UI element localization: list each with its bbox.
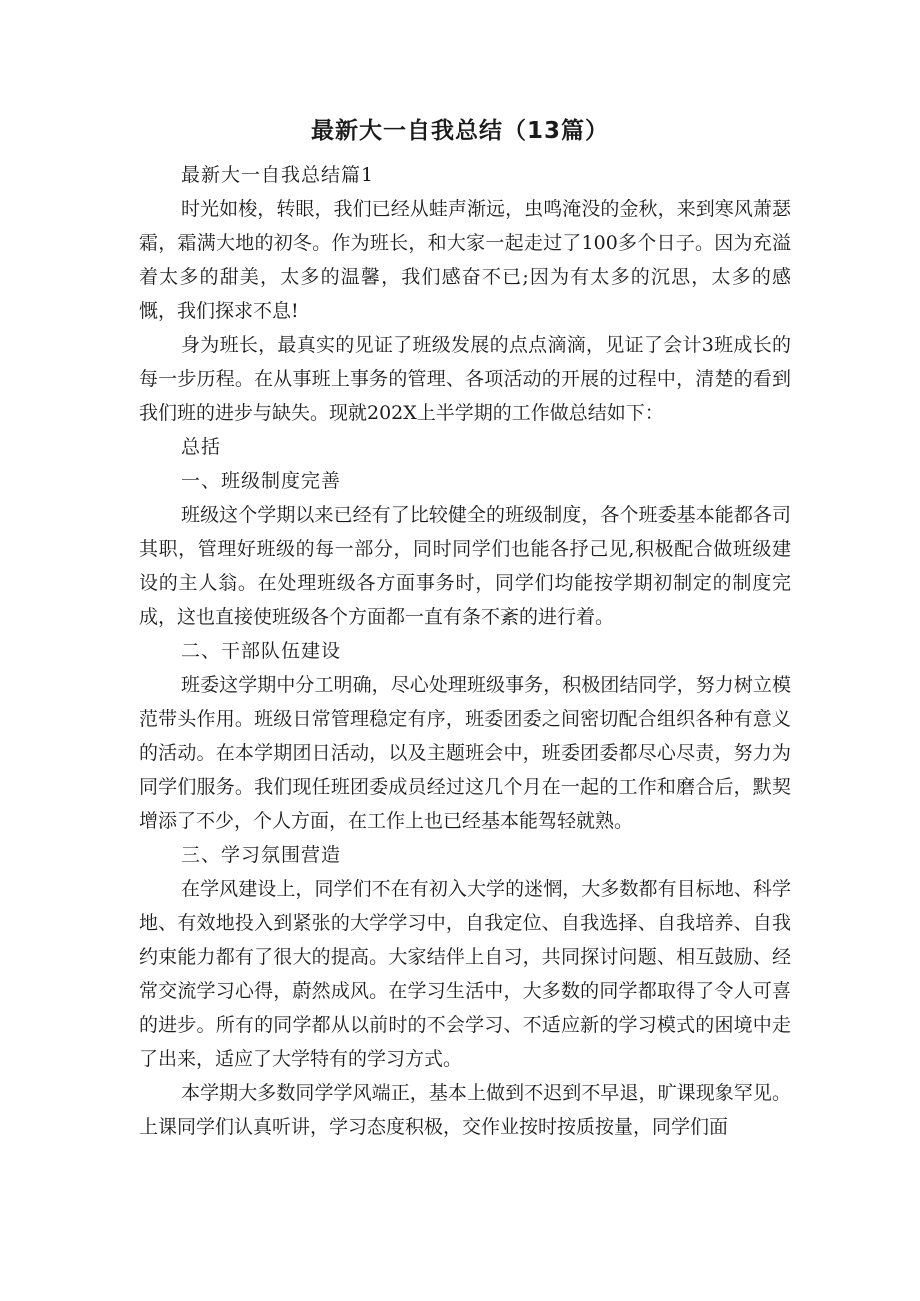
paragraph: 班级这个学期以来已经有了比较健全的班级制度，各个班委基本能都各司其职，管理好班级的每一部分，同时同学们也能各抒己见,积极配合做班级建设的主人翁。在处理班级各方面事务时，同学们均能按学期初制定的制度完成，这也直接使班级各个方面都一直有条不紊的进行着。 — [139, 504, 791, 628]
section-heading: 一、班级制度完善 — [181, 470, 342, 492]
section-heading: 总括 — [181, 436, 222, 458]
paragraph: 本学期大多数同学学风端正，基本上做到不迟到不早退，旷课现象罕见。上课同学们认真听讲，学习态度积极，交作业按时按质按量，同学们面 — [139, 1082, 791, 1138]
section-heading: 最新大一自我总结篇1 — [181, 164, 375, 186]
paragraph: 时光如梭，转眼，我们已经从蛙声渐远，虫鸣淹没的金秋，来到寒风萧瑟霜，霜满大地的初冬。作为班长，和大家一起走过了100多个日子。因为充溢着太多的甜美，太多的温馨，我们感奋不已;因为有太多的沉思，太多的感慨，我们探求不息! — [139, 198, 791, 322]
document-title: 最新大一自我总结（13篇） — [310, 118, 609, 144]
paragraph: 在学风建设上，同学们不在有初入大学的迷惘，大多数都有目标地、科学地、有效地投入到紧张的大学学习中，自我定位、自我选择、自我培养、自我约束能力都有了很大的提高。大家结伴上自习，共同探讨问题、相互鼓励、经常交流学习心得，蔚然成风。在学习生活中，大多数的同学都取得了令人可喜的进步。所有的同学都从以前时的不会学习、不适应新的学习模式的困境中走了出来，适应了大学特有的学习方式。 — [139, 878, 791, 1070]
section-heading: 二、干部队伍建设 — [181, 640, 342, 662]
section-heading: 三、学习氛围营造 — [181, 844, 342, 866]
paragraph: 身为班长，最真实的见证了班级发展的点点滴滴，见证了会计3班成长的每一步历程。在从事班上事务的管理、各项活动的开展的过程中，清楚的看到我们班的进步与缺失。现就202X上半学期的工作做总结如下： — [139, 334, 791, 424]
paragraph: 班委这学期中分工明确，尽心处理班级事务，积极团结同学，努力树立模范带头作用。班级日常管理稳定有序，班委团委之间密切配合组织各种有意义的活动。在本学期团日活动，以及主题班会中，班委团委都尽心尽责，努力为同学们服务。我们现任班团委成员经过这几个月在一起的工作和磨合后，默契增添了不少，个人方面，在工作上也已经基本能驾轻就熟。 — [139, 674, 791, 832]
document-body — [139, 158, 791, 1144]
